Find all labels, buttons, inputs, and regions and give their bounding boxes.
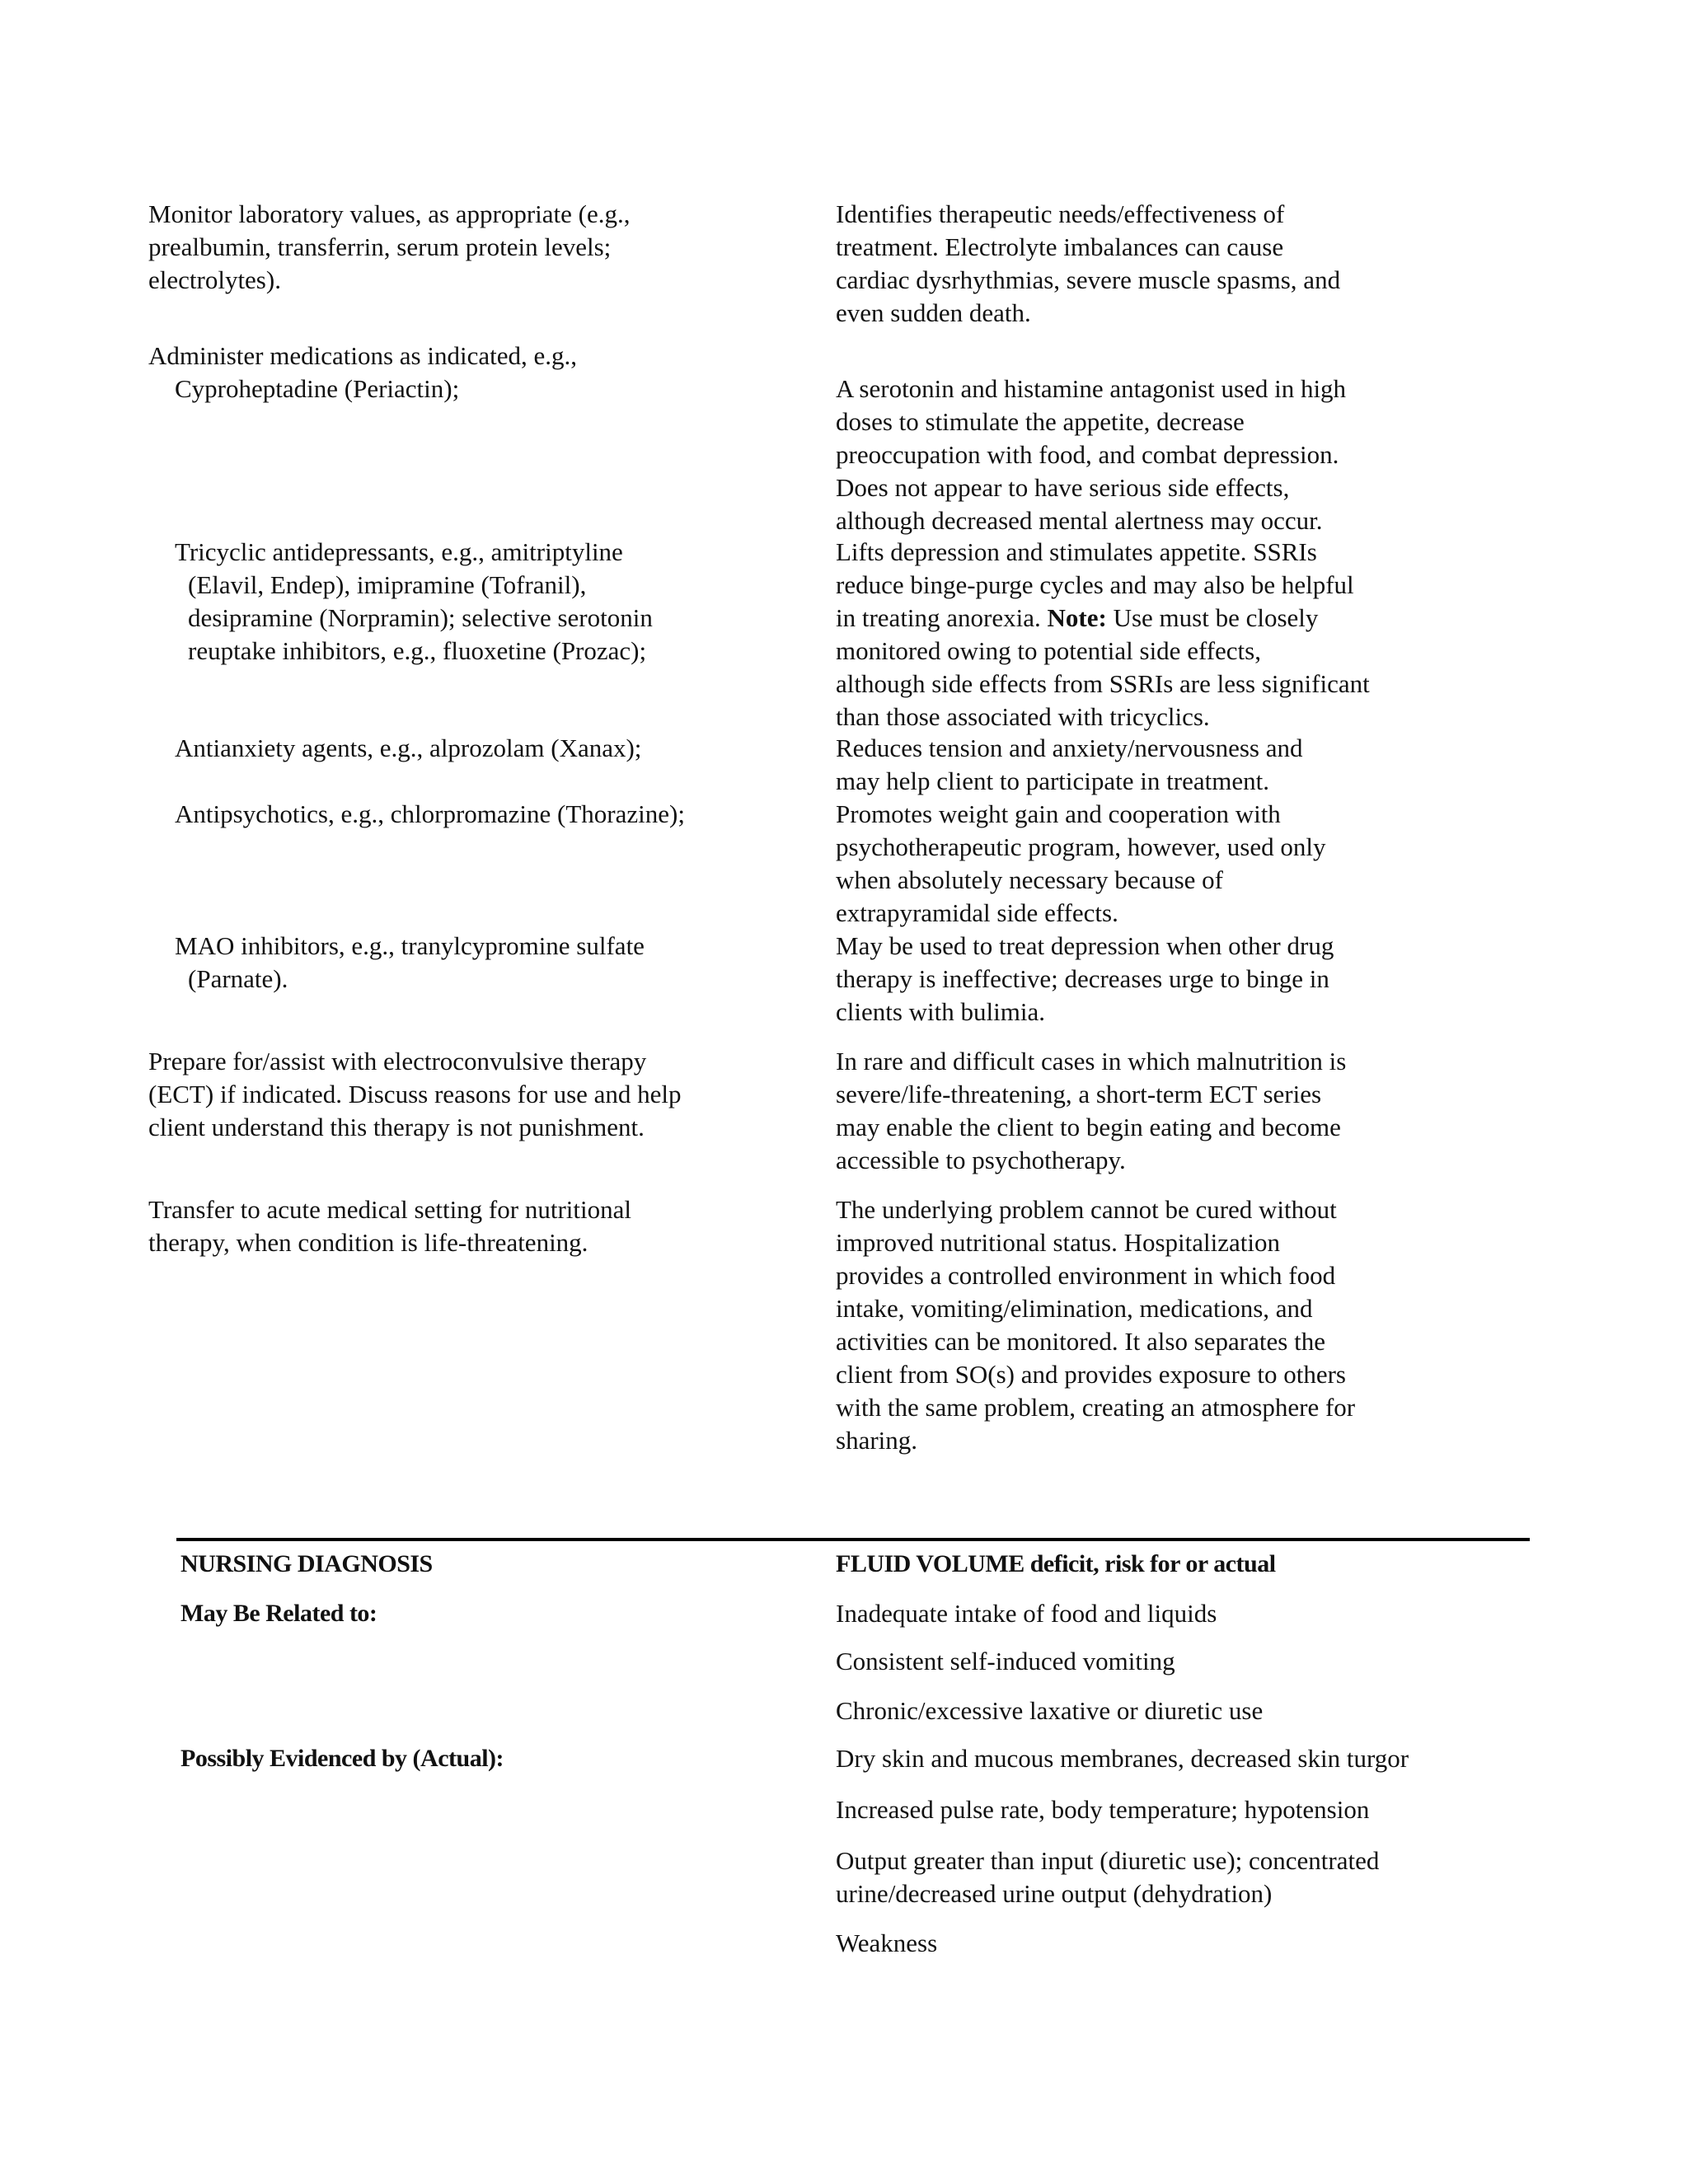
section-divider xyxy=(176,1538,1530,1541)
intervention-antianxiety: Antianxiety agents, e.g., alprozolam (Xanax); xyxy=(175,733,642,762)
related-item: Consistent self-induced vomiting xyxy=(836,1647,1175,1675)
related-item: Inadequate intake of food and liquids xyxy=(836,1599,1217,1628)
rationale-tricyclic-part2: Use must be closely monitored owing to potential side effects, although side effects from SSRIs are less significant than those associated with tricyclics. xyxy=(836,603,1370,731)
intervention-mao: MAO inhibitors, e.g., tranylcypromine sulfate (Parnate). xyxy=(175,931,645,993)
related-to-label: May Be Related to: xyxy=(181,1600,377,1627)
rationale-tricyclic xyxy=(836,536,1512,733)
rationale-transfer: The underlying problem cannot be cured without improved nutritional status. Hospitalization provides a controlled environment in which food intake, vomiting/elimination, medications, and activities can be monitored. It also separates the client from SO(s) and provides exposure to others with the same problem, creating an atmosphere for sharing. xyxy=(836,1195,1356,1455)
evidenced-item: Dry skin and mucous membranes, decreased skin turgor xyxy=(836,1744,1409,1773)
rationale-cyproheptadine: A serotonin and histamine antagonist used in high doses to stimulate the appetite, decrease preoccupation with food, and combat depression. Does not appear to have serious side effects, although decreased mental alertness may occur. xyxy=(836,374,1347,535)
intervention-antipsychotics: Antipsychotics, e.g., chlorpromazine (Thorazine); xyxy=(175,799,685,828)
evidenced-by-label: Possibly Evidenced by (Actual): xyxy=(181,1745,504,1772)
evidenced-item: Increased pulse rate, body temperature; hypotension xyxy=(836,1795,1370,1824)
rationale-mao: May be used to treat depression when other drug therapy is ineffective; decreases urge to binge in clients with bulimia. xyxy=(836,931,1334,1026)
rationale-antianxiety: Reduces tension and anxiety/nervousness and may help client to participate in treatment. xyxy=(836,733,1303,795)
intervention-cyproheptadine: Cyproheptadine (Periactin); xyxy=(175,374,460,403)
nursing-diagnosis-title: FLUID VOLUME deficit, risk for or actual xyxy=(836,1550,1276,1577)
intervention-transfer: Transfer to acute medical setting for nutritional therapy, when condition is life-threatening. xyxy=(148,1195,631,1257)
rationale-tricyclic-part1: Lifts depression and stimulates appetite. SSRIs reduce binge-purge cycles and may also be helpful in treating anorexia. xyxy=(836,537,1354,632)
intervention-monitor-lab: Monitor laboratory values, as appropriate (e.g., prealbumin, transferrin, serum protein levels; electrolytes). xyxy=(148,199,631,294)
intervention-ect: Prepare for/assist with electroconvulsive therapy (ECT) if indicated. Discuss reasons for use and help client understand this therapy is not punishment. xyxy=(148,1047,682,1141)
intervention-tricyclic: Tricyclic antidepressants, e.g., amitriptyline (Elavil, Endep), imipramine (Tofranil), desipramine (Norpramin); selective serotonin reuptake inhibitors, e.g., fluoxetine (Prozac); xyxy=(175,537,653,665)
related-item: Chronic/excessive laxative or diuretic use xyxy=(836,1696,1264,1725)
rationale-antipsychotics: Promotes weight gain and cooperation with psychotherapeutic program, however, used only when absolutely necessary because of extrapyramidal side effects. xyxy=(836,799,1326,927)
intervention-administer-meds: Administer medications as indicated, e.g., xyxy=(148,341,577,370)
nursing-diagnosis-label: NURSING DIAGNOSIS xyxy=(181,1550,433,1577)
note-label: Note: xyxy=(1047,603,1107,632)
evidenced-item: Output greater than input (diuretic use); concentrated urine/decreased urine output (dehydration) xyxy=(836,1846,1380,1908)
rationale-monitor-lab: Identifies therapeutic needs/effectiveness of treatment. Electrolyte imbalances can cause cardiac dysrhythmias, severe muscle spasms, and even sudden death. xyxy=(836,199,1341,327)
evidenced-item: Weakness xyxy=(836,1929,938,1957)
rationale-ect: In rare and difficult cases in which malnutrition is severe/life-threatening, a short-term ECT series may enable the client to begin eating and become accessible to psychotherapy. xyxy=(836,1047,1347,1174)
